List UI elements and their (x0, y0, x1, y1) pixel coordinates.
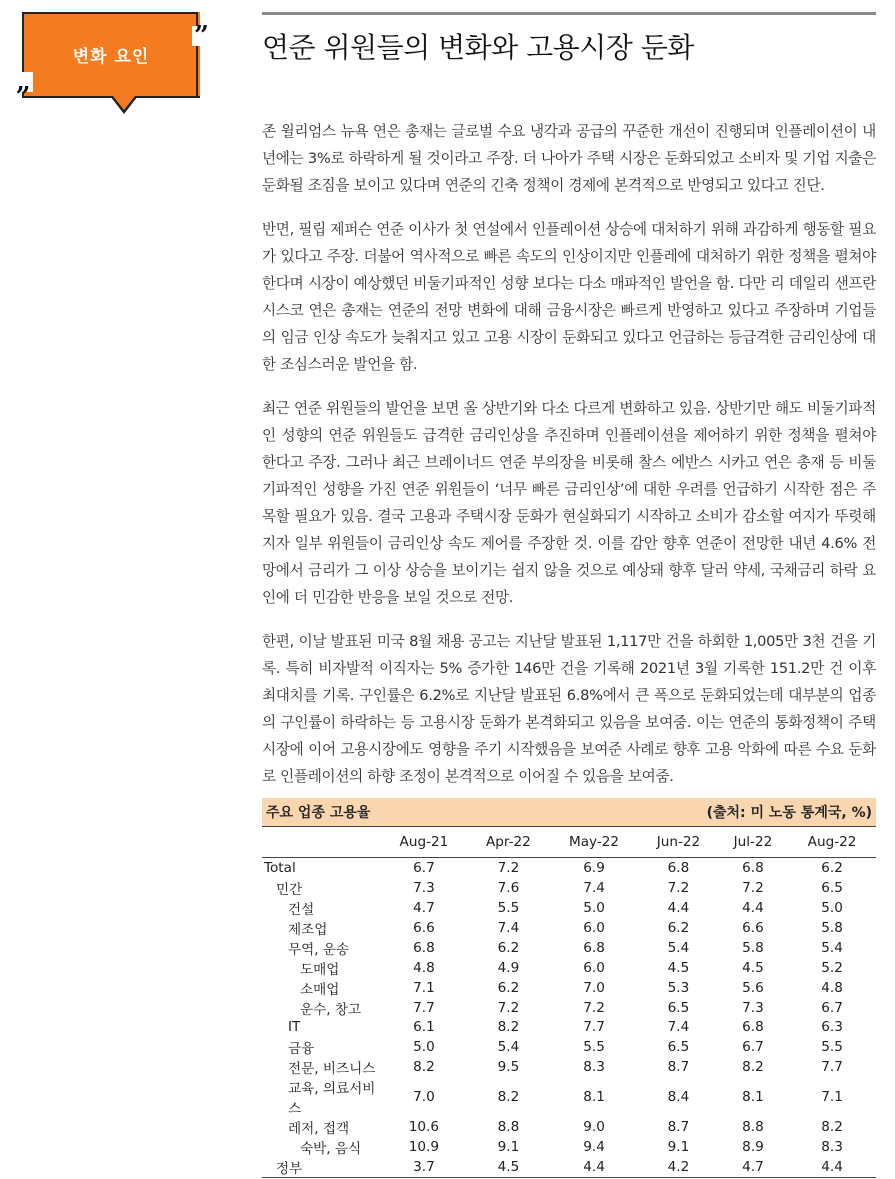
row-label: 무역, 운송 (288, 941, 350, 958)
table-cell: 6.7 (742, 1039, 764, 1056)
table-cell: 10.6 (408, 1119, 440, 1136)
table-cell: 8.2 (497, 1019, 520, 1036)
table-cell: 6.2 (497, 939, 520, 956)
table-cell: 7.0 (583, 979, 605, 996)
table-cell: 5.3 (667, 979, 690, 996)
table-row (262, 1018, 876, 1038)
table-cell: 4.4 (667, 899, 690, 916)
table-cell: 9.5 (497, 1059, 520, 1076)
table-cell: 4.4 (742, 899, 764, 916)
opening-quote-icon: „ (16, 67, 31, 97)
table-cell: 7.7 (821, 1059, 843, 1076)
page-title: 연준 위원들의 변화와 고용시장 둔화 (262, 31, 694, 64)
table-cell: 8.2 (821, 1119, 843, 1136)
table-cell: 6.5 (667, 1039, 690, 1056)
table-cell: 5.4 (497, 1039, 520, 1056)
table-cell: 5.5 (821, 1039, 843, 1056)
table-row (262, 878, 876, 898)
table-cell: 4.2 (639, 1157, 718, 1178)
table-cell: 6.2 (821, 859, 843, 876)
table-cell: 6.3 (821, 1019, 843, 1036)
table-row (262, 1157, 876, 1178)
row-label: 레저, 접객 (288, 1121, 350, 1138)
row-label: IT (288, 1019, 301, 1036)
table-cell: 4.7 (718, 1157, 788, 1178)
table-cell: 9.1 (667, 1139, 690, 1156)
table-cell: 7.2 (497, 999, 520, 1016)
table-cell: 7.1 (413, 979, 435, 996)
table-cell: 4.5 (468, 1157, 549, 1178)
table-cell: 8.1 (742, 1089, 764, 1106)
table-row (262, 858, 876, 878)
table-cell: 8.4 (667, 1089, 690, 1106)
table-row (262, 898, 876, 918)
table-source: (출처: 미 노동 통계국, %) (706, 805, 872, 821)
row-label: 숙박, 음식 (300, 1141, 362, 1158)
table-cell: 4.5 (667, 959, 690, 976)
article-body (262, 118, 876, 807)
row-label: 건설 (288, 901, 315, 918)
table-cell: 7.4 (497, 919, 520, 936)
closing-quote-icon: ” (194, 21, 209, 51)
table-cell: 4.5 (742, 959, 764, 976)
table-cell: 8.8 (497, 1119, 520, 1136)
table-cell: 7.3 (742, 999, 764, 1016)
table-cell: 6.8 (667, 859, 690, 876)
table-cell: 4.4 (549, 1157, 639, 1178)
table-cell: 8.7 (667, 1119, 690, 1136)
table-cell: 6.5 (821, 879, 843, 896)
row-label: 도매업 (300, 961, 340, 978)
table-cell: 8.9 (742, 1139, 764, 1156)
table-row (262, 938, 876, 958)
table-cell: 8.2 (497, 1089, 520, 1106)
table-cell: 6.2 (667, 919, 690, 936)
row-label: 교육, 의료서비스 (288, 1081, 376, 1118)
table-cell: 9.1 (497, 1139, 520, 1156)
table-cell: 5.0 (583, 899, 605, 916)
table-cell: 7.3 (413, 879, 435, 896)
table-cell: 8.3 (583, 1059, 605, 1076)
table-cell: 6.8 (742, 1019, 764, 1036)
table-cell: 5.4 (821, 939, 843, 956)
table-cell: 7.2 (497, 859, 520, 876)
row-label: Total (264, 859, 296, 876)
table-cell: 3.7 (380, 1157, 468, 1178)
table-cell: 8.1 (583, 1089, 605, 1106)
table-cell: 8.7 (667, 1059, 690, 1076)
table-cell: 8.3 (821, 1139, 843, 1156)
section-badge (22, 12, 200, 98)
table-cell: 5.0 (413, 1039, 435, 1056)
table-cell: 8.8 (742, 1119, 764, 1136)
column-header: May-22 (549, 827, 639, 858)
table-cell: 8.2 (742, 1059, 764, 1076)
table-cell: 6.1 (413, 1019, 435, 1036)
table-row (262, 1057, 876, 1077)
column-header: Apr-22 (468, 827, 549, 858)
paragraph: 한편, 이날 발표된 미국 8월 채용 공고는 지난달 발표된 1,117만 건을 하회한 1,005만 3천 건을 기록. 특히 비자발적 이직자는 5% 증가한 146만 건을 기록해 2021년 3월 기록한 151.2만 건 이후 최대치를 기록. 구인률은 6.2%로 지난달 발표된 6.8%에서 큰 폭으로 둔화되었는데 대부분의 업종의 구인률이 하락하는 등 고용시장 둔화가 본격화되고 있음을 보여줌. 이는 연준의 통화정책이 주택시장에 이어 고용시장에도 영향을 주기 시작했음을 보여준 사례로 향후 고용 악화에 따른 수요 둔화로 인플레이션의 하향 조정이 본격적으로 이어질 수 있음을 보여줌. (262, 633, 876, 785)
table-cell: 7.2 (667, 879, 690, 896)
table-header-bar (262, 798, 876, 826)
table-cell: 4.9 (497, 959, 520, 976)
table-cell: 4.7 (413, 899, 435, 916)
data-table (262, 826, 876, 1178)
table-row (262, 1137, 876, 1157)
row-label: 전문, 비즈니스 (288, 1061, 376, 1078)
table-cell: 6.6 (413, 919, 435, 936)
table-cell: 5.5 (583, 1039, 605, 1056)
table-cell: 6.0 (583, 959, 605, 976)
table-cell: 9.0 (583, 1119, 605, 1136)
table-cell: 7.7 (583, 1019, 605, 1036)
table-cell: 4.4 (788, 1157, 876, 1178)
table-cell: 7.2 (583, 999, 605, 1016)
table-cell: 7.2 (742, 879, 764, 896)
table-cell: 6.0 (583, 919, 605, 936)
row-label: 금융 (288, 1041, 315, 1058)
table-cell: 5.8 (742, 939, 764, 956)
table-row (262, 1117, 876, 1137)
employment-table (262, 798, 876, 1178)
table-cell: 7.0 (413, 1089, 435, 1106)
table-cell: 8.2 (413, 1059, 435, 1076)
row-label: 제조업 (288, 921, 328, 938)
paragraph: 최근 연준 위원들의 발언을 보면 올 상반기와 다소 다르게 변화하고 있음. 상반기만 해도 비둘기파적인 성향의 연준 위원들도 급격한 금리인상을 추진하며 인플레이션을 제어하기 위한 정책을 펼쳐야 한다고 주장. 그러나 최근 브레이너드 연준 부의장을 비롯해 찰스 에반스 시카고 연은 총재 등 비둘기파적인 성향을 가진 연준 위원들이 ‘너무 빠른 금리인상’에 대한 우려를 언급하기 시작한 점은 주목할 필요가 있음. 결국 고용과 주택시장 둔화가 현실화되기 시작하고 소비가 감소할 여지가 뚜렷해지자 일부 위원들이 금리인상 속도 제어를 주장한 것. 이를 감안 향후 연준이 전망한 내년 4.6% 전망에서 금리가 그 이상 상승을 보이기는 쉽지 않을 것으로 예상돼 향후 달러 약세, 국채금리 하락 요인에 더 민감한 반응을 보일 것으로 전망. (262, 400, 876, 606)
column-header: Aug-21 (380, 827, 468, 858)
paragraph: 반면, 필립 제퍼슨 연준 이사가 첫 연설에서 인플레이션 상승에 대처하기 위해 과감하게 행동할 필요가 있다고 주장. 더불어 역사적으로 빠른 속도의 인상이지만 인플레에 대처하기 위한 정책을 펼쳐야 한다며 시장이 예상했던 비둘기파적인 성향 보다는 다소 매파적인 발언을 함. 다만 리 데일리 샌프란시스코 연은 총재는 연준의 전망 변화에 대해 금융시장은 빠르게 반영하고 있다고 주장하며 기업들의 임금 인상 속도가 늦춰지고 있고 고용 시장이 둔화되고 있다고 언급하는 등급격한 금리인상에 대한 조심스러운 발언을 함. (262, 221, 876, 373)
title-rule (262, 12, 876, 15)
table-cell: 6.6 (742, 919, 764, 936)
table-cell: 10.9 (408, 1139, 440, 1156)
table-row (262, 998, 876, 1018)
row-label: 운수, 창고 (300, 1001, 362, 1018)
table-cell: 5.6 (742, 979, 764, 996)
table-cell: 4.8 (413, 959, 435, 976)
row-label: 소매업 (300, 981, 340, 998)
table-cell: 5.0 (821, 899, 843, 916)
table-cell: 5.4 (667, 939, 690, 956)
table-row (262, 1077, 876, 1117)
table-cell: 6.2 (497, 979, 520, 996)
table-cell: 7.7 (413, 999, 435, 1016)
table-cell: 4.8 (821, 979, 843, 996)
table-cell: 6.7 (821, 999, 843, 1016)
table-cell: 6.8 (413, 939, 435, 956)
row-label: 민간 (276, 881, 303, 898)
table-row (262, 958, 876, 978)
table-cell: 7.6 (497, 879, 520, 896)
table-cell: 6.7 (413, 859, 435, 876)
table-row (262, 1037, 876, 1057)
table-column-header-row (262, 827, 876, 858)
table-cell: 5.5 (497, 899, 520, 916)
table-title: 주요 업종 고용율 (266, 805, 371, 821)
table-cell: 5.2 (821, 959, 843, 976)
table-cell: 7.1 (821, 1089, 843, 1106)
table-cell: 6.8 (583, 939, 605, 956)
table-cell: 7.4 (667, 1019, 690, 1036)
row-label: 정부 (262, 1157, 380, 1178)
table-cell: 6.5 (667, 999, 690, 1016)
table-row (262, 978, 876, 998)
table-cell: 5.8 (821, 919, 843, 936)
table-row (262, 918, 876, 938)
table-cell: 9.4 (583, 1139, 605, 1156)
column-header (262, 827, 380, 858)
column-header: Aug-22 (788, 827, 876, 858)
column-header: Jun-22 (639, 827, 718, 858)
paragraph: 존 윌리엄스 뉴욕 연은 총재는 글로벌 수요 냉각과 공급의 꾸준한 개선이 진행되며 인플레이션이 내년에는 3%로 하락하게 될 것이라고 주장. 더 나아가 주택 시장은 둔화되었고 소비자 및 기업 지출은 둔화될 조짐을 보이고 있다며 연준의 긴축 정책이 경제에 본격적으로 반영되고 있다고 진단. (262, 123, 876, 194)
badge-label: 변화 요인 (72, 47, 150, 67)
table-cell: 6.9 (583, 859, 605, 876)
table-cell: 7.4 (583, 879, 605, 896)
table-cell: 6.8 (742, 859, 764, 876)
column-header: Jul-22 (718, 827, 788, 858)
